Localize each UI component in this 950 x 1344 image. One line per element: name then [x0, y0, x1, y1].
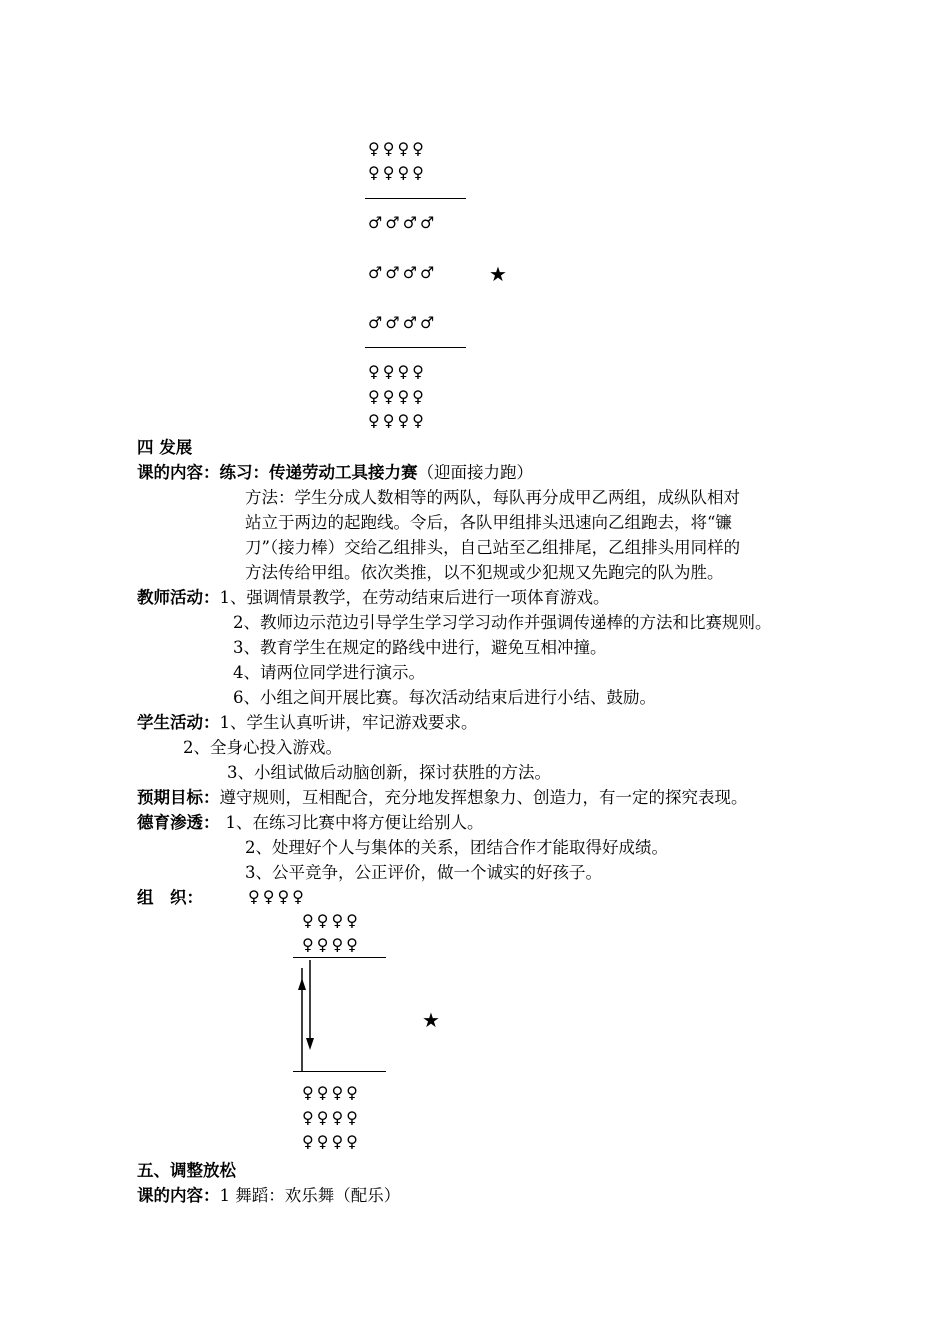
content-note: （迎面接力跑）	[417, 463, 533, 482]
student-item: 2、全身心投入游戏。	[183, 738, 342, 757]
expected-goal	[137, 785, 748, 810]
start-line	[365, 347, 466, 348]
start-line	[365, 198, 466, 199]
female-row: ♀♀♀♀	[302, 911, 361, 930]
teacher-item: 6、小组之间开展比赛。每次活动结束后进行小结、鼓励。	[233, 688, 656, 707]
teacher-item: 1、强调情景教学，在劳动结束后进行一项体育游戏。	[219, 588, 610, 607]
student-item: 1、学生认真听讲，牢记游戏要求。	[219, 713, 478, 732]
teacher-item: 2、教师边示范边引导学生学习学习动作并强调传递棒的方法和比赛规则。	[233, 613, 772, 632]
male-row: ♂♂♂♂	[368, 313, 438, 332]
female-row: ♀♀♀♀	[368, 163, 427, 182]
moral-education	[137, 810, 484, 835]
female-row: ♀♀♀♀	[368, 411, 427, 430]
moral-item: 3、公平竞争，公正评价，做一个诚实的好孩子。	[245, 863, 602, 882]
female-row: ♀♀♀♀	[368, 362, 427, 381]
method-line: 站立于两边的起跑线。令后，各队甲组排头迅速向乙组跑去，将“镰	[245, 513, 732, 532]
moral-label: 德育渗透：	[137, 813, 220, 832]
goal-label: 预期目标：	[137, 788, 220, 807]
goal-text: 遵守规则，互相配合，充分地发挥想象力、创造力，有一定的探究表现。	[219, 788, 748, 807]
teacher-activity	[137, 585, 610, 610]
method-line: 方法：学生分成人数相等的两队，每队再分成甲乙两组，成纵队相对	[245, 488, 740, 507]
content-line	[137, 460, 533, 485]
male-row: ♂♂♂♂	[368, 213, 438, 232]
teacher-item: 4、请两位同学进行演示。	[233, 663, 425, 682]
teacher-item: 3、教育学生在规定的路线中进行，避免互相冲撞。	[233, 638, 607, 657]
content-label: 课的内容：	[137, 463, 220, 482]
content-text: 1 舞蹈：欢乐舞（配乐）	[219, 1186, 401, 1205]
content-title: 练习：传递劳动工具接力赛	[219, 463, 418, 482]
student-activity	[137, 710, 478, 735]
female-row: ♀♀♀♀	[368, 139, 427, 158]
section-heading: 五、调整放松	[137, 1161, 236, 1180]
organization-label: 组 织：	[137, 888, 203, 907]
female-row: ♀♀♀♀	[302, 1108, 361, 1127]
content-label: 课的内容：	[137, 1186, 220, 1205]
teacher-star-icon: ★	[422, 1008, 440, 1032]
student-label: 学生活动：	[137, 713, 220, 732]
content-line	[137, 1183, 400, 1208]
female-row: ♀♀♀♀	[302, 935, 361, 954]
female-row: ♀♀♀♀	[368, 387, 427, 406]
method-line: 刀”（接力棒）交给乙组排头，自己站至乙组排尾，乙组排头用同样的	[245, 538, 741, 557]
method-line: 方法传给甲组。依次类推，以不犯规或少犯规又先跑完的队为胜。	[245, 563, 724, 582]
moral-item: 1、在练习比赛中将方便让给别人。	[225, 813, 484, 832]
start-line	[293, 1071, 386, 1072]
female-row: ♀♀♀♀	[302, 1132, 361, 1151]
teacher-star-icon: ★	[489, 262, 507, 286]
teacher-label: 教师活动：	[137, 588, 220, 607]
female-row: ♀♀♀♀	[248, 887, 307, 906]
relay-arrows-icon	[292, 958, 318, 1072]
section-heading: 四 发展	[137, 438, 193, 457]
moral-item: 2、处理好个人与集体的关系，团结合作才能取得好成绩。	[245, 838, 668, 857]
female-row: ♀♀♀♀	[302, 1083, 361, 1102]
student-item: 3、小组试做后动脑创新，探讨获胜的方法。	[227, 763, 551, 782]
male-row: ♂♂♂♂	[368, 263, 438, 282]
